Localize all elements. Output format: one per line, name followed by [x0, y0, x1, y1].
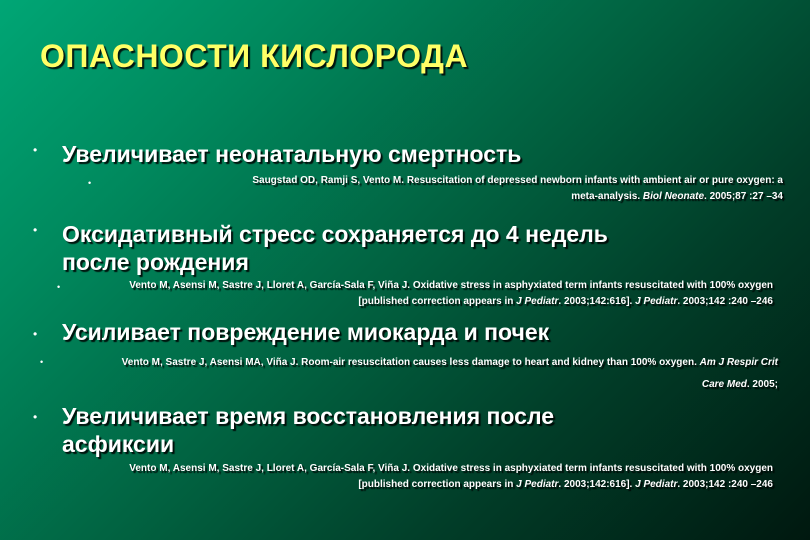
item-2-reference	[129, 278, 773, 310]
item-2-text-line-1: Оксидативный стресс сохраняется до 4 недель	[62, 221, 608, 247]
item-1-ref-line-2: meta-analysis. Biol Neonate. 2005;87 :27 –34	[571, 191, 783, 202]
item-1-ref-journal: Biol Neonate	[642, 191, 705, 202]
item-3-ref-journal-line-2: Care Med	[701, 379, 747, 390]
item-3-ref-line-1: Vento M, Sastre J, Asensi MA, Viña J. Room-air resuscitation causes less damage to heart and kidney than 100% oxygen. Am J Respir Crit	[121, 357, 778, 368]
item-3-ref-line-2: Care Med. 2005;	[701, 379, 778, 390]
item-4-text-line-1: Увеличивает время восстановления после	[62, 403, 555, 429]
item-4-ref-line-2: [published correction appears in J Pediatr. 2003;142:616]. J Pediatr. 2003;142 :240 –246	[358, 479, 773, 490]
sub-bullet-icon: •	[88, 178, 92, 188]
bullet-icon: •	[33, 223, 38, 237]
item-4-reference	[129, 461, 773, 493]
item-3-text: Усиливает повреждение миокарда и почек	[62, 319, 550, 345]
item-1-text: Увеличивает неонатальную смертность	[62, 141, 522, 167]
item-2-ref-line-1: Vento M, Asensi M, Sastre J, Lloret A, García-Sala F, Viña J. Oxidative stress in asphyxiated term infants resuscitated with 100% oxygen	[129, 280, 773, 291]
item-4-ref-line-1: Vento M, Asensi M, Sastre J, Lloret A, García-Sala F, Viña J. Oxidative stress in asphyxiated term infants resuscitated with 100% oxygen	[129, 463, 773, 474]
item-1-reference	[252, 173, 783, 205]
item-2-ref-line-2: [published correction appears in J Pediatr. 2003;142:616]. J Pediatr. 2003;142 :240 –246	[358, 296, 773, 307]
slide-title: ОПАСНОСТИ КИСЛОРОДА	[40, 38, 469, 74]
bullet-icon: •	[33, 143, 38, 157]
item-1-ref-line-1: Saugstad OD, Ramji S, Vento M. Resuscitation of depressed newborn infants with ambient air or pure oxygen: a	[252, 175, 783, 186]
bullet-icon: •	[33, 327, 38, 341]
bullet-icon: •	[33, 410, 38, 424]
item-2-text-line-2: после рождения	[62, 249, 249, 275]
item-2-text	[62, 220, 608, 276]
item-2-ref-journal-2: J Pediatr	[635, 296, 678, 307]
sub-bullet-icon: •	[57, 282, 61, 292]
item-4-ref-journal-2: J Pediatr	[635, 479, 678, 490]
item-3-ref-journal: Am J Respir Crit	[699, 357, 778, 368]
sub-bullet-icon: •	[40, 357, 44, 367]
item-4-text-line-2: асфиксии	[62, 431, 175, 457]
item-3-reference	[122, 352, 778, 396]
item-4-text	[62, 402, 554, 458]
item-2-ref-journal: J Pediatr	[516, 296, 559, 307]
item-4-ref-journal: J Pediatr	[516, 479, 559, 490]
